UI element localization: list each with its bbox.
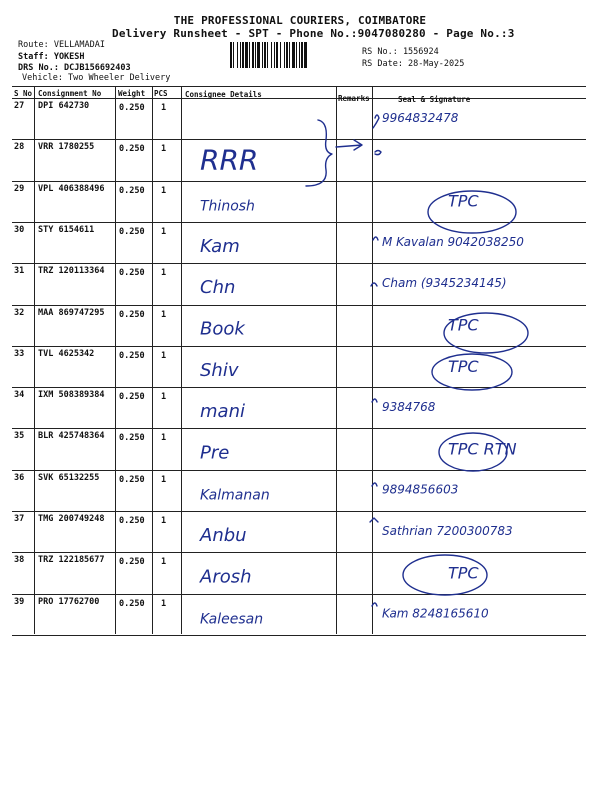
col-header-weight: Weight — [118, 89, 146, 98]
col-header-remarks: Remarks — [338, 94, 370, 103]
row-consignment-no: TRZ 122185677 — [38, 555, 105, 566]
row-consignment-no: TRZ 120113364 — [38, 266, 105, 277]
row-pcs: 1 — [161, 474, 167, 485]
brace-mark — [306, 120, 332, 186]
row-pcs: 1 — [161, 185, 167, 196]
row-sno: 35 — [14, 431, 25, 442]
col-header-sno: S No — [14, 89, 33, 98]
column-divider — [336, 86, 337, 634]
drs-number: DRS No.: DCJB156692403 — [18, 63, 131, 73]
seal-handwriting: TPC — [448, 356, 479, 376]
row-pcs: 1 — [161, 226, 167, 237]
column-divider — [34, 86, 35, 634]
row-consignment-no: PRO 17762700 — [38, 596, 100, 607]
row-pcs: 1 — [161, 103, 167, 113]
row-weight: 0.250 — [119, 474, 145, 485]
staff-label: Staff: YOKESH — [18, 52, 85, 62]
row-weight: 0.250 — [119, 268, 145, 279]
consignee-handwriting: RRR — [200, 143, 259, 177]
column-divider — [181, 86, 182, 634]
row-weight: 0.250 — [119, 226, 145, 237]
row-sno: 30 — [14, 224, 25, 235]
consignee-handwriting: Kalmanan — [200, 487, 270, 504]
consignee-handwriting: Shiv — [200, 359, 239, 381]
seal-handwriting: TPC RTN — [448, 439, 517, 459]
row-consignment-no: SVK 65132255 — [38, 472, 100, 483]
row-sno: 39 — [14, 596, 25, 607]
stamp-circle — [444, 313, 528, 353]
consignee-handwriting: Arosh — [200, 566, 252, 588]
row-pcs: 1 — [161, 516, 167, 526]
seal-handwriting: Kam 8248165610 — [382, 606, 489, 621]
consignee-handwriting: mani — [200, 401, 245, 423]
row-weight: 0.250 — [119, 557, 145, 568]
arrow-mark — [336, 140, 362, 150]
row-divider — [12, 181, 586, 182]
table-top-border — [12, 86, 586, 87]
row-pcs: 1 — [161, 433, 167, 444]
seal-handwriting: TPC — [448, 563, 479, 583]
row-weight: 0.250 — [119, 185, 145, 196]
stamp-circle — [439, 433, 507, 471]
col-header-consignee: Consignee Details — [185, 90, 262, 99]
row-sno: 27 — [14, 101, 25, 111]
row-sno: 36 — [14, 472, 25, 483]
row-consignment-no: BLR 425748364 — [38, 431, 105, 442]
col-header-seal: Seal & Signature — [398, 95, 471, 104]
vehicle-label: Vehicle: Two Wheeler Delivery — [22, 73, 171, 83]
consignee-handwriting: Thinosh — [200, 198, 255, 215]
col-header-consignment: Consignment No — [38, 89, 102, 98]
row-pcs: 1 — [161, 392, 167, 403]
row-divider — [12, 222, 586, 223]
row-pcs: 1 — [161, 350, 167, 361]
row-divider — [12, 552, 586, 553]
stamp-circle — [403, 555, 487, 595]
row-sno: 38 — [14, 555, 25, 566]
row-sno: 37 — [14, 514, 25, 524]
row-divider — [12, 594, 586, 595]
seal-handwriting: 9384768 — [382, 400, 436, 415]
consignee-handwriting: Kaleesan — [200, 611, 264, 628]
seal-handwriting: M Kavalan 9042038250 — [382, 234, 524, 249]
row-divider — [12, 470, 586, 471]
row-sno: 32 — [14, 307, 25, 318]
row-weight: 0.250 — [119, 309, 145, 320]
row-consignment-no: TVL 4625342 — [38, 348, 95, 359]
consignee-handwriting: Chn — [200, 277, 236, 299]
rs-date: RS Date: 28-May-2025 — [362, 59, 465, 69]
column-divider — [372, 86, 373, 634]
document-title: THE PROFESSIONAL COURIERS, COIMBATORE — [173, 14, 427, 27]
row-pcs: 1 — [161, 598, 167, 609]
row-divider — [12, 263, 586, 264]
row-consignment-no: VRR 1780255 — [38, 142, 95, 153]
barcode — [230, 42, 356, 68]
row-sno: 29 — [14, 183, 25, 194]
rs-number: RS No.: 1556924 — [362, 47, 439, 57]
consignee-handwriting: Kam — [200, 235, 240, 257]
row-consignment-no: STY 6154611 — [38, 224, 95, 235]
row-consignment-no: TMG 200749248 — [38, 514, 105, 524]
row-consignment-no: DPI 642730 — [38, 101, 90, 111]
row-pcs: 1 — [161, 309, 167, 320]
row-divider — [12, 635, 586, 636]
row-divider — [12, 387, 586, 388]
row-pcs: 1 — [161, 557, 167, 568]
row-weight: 0.250 — [119, 433, 145, 444]
row-weight: 0.250 — [119, 392, 145, 403]
consignee-handwriting: Anbu — [200, 525, 247, 546]
seal-handwriting: 9964832478 — [382, 111, 459, 125]
row-pcs: 1 — [161, 268, 167, 279]
row-pcs: 1 — [161, 144, 167, 155]
row-consignment-no: VPL 406388496 — [38, 183, 105, 194]
row-weight: 0.250 — [119, 516, 145, 526]
seal-handwriting: TPC — [448, 315, 479, 335]
document-subtitle: Delivery Runsheet - SPT - Phone No.:9047080280 - Page No.:3 — [112, 27, 515, 40]
row-sno: 31 — [14, 266, 25, 277]
row-divider — [12, 511, 586, 512]
row-weight: 0.250 — [119, 598, 145, 609]
column-divider — [115, 86, 116, 634]
row-consignment-no: MAA 869747295 — [38, 307, 105, 318]
row-sno: 28 — [14, 142, 25, 153]
row-weight: 0.250 — [119, 350, 145, 361]
tick-mark — [373, 237, 378, 240]
consignee-handwriting: Pre — [200, 442, 230, 464]
tick-mark — [375, 151, 381, 155]
row-weight: 0.250 — [119, 103, 145, 113]
seal-handwriting: Cham (9345234145) — [382, 276, 507, 291]
seal-handwriting: 9894856603 — [382, 482, 459, 497]
route-label: Route: VELLAMADAI — [18, 40, 105, 50]
row-sno: 33 — [14, 348, 25, 359]
row-sno: 34 — [14, 390, 25, 401]
col-header-pcs: PCS — [154, 89, 168, 98]
seal-handwriting: Sathrian 7200300783 — [382, 524, 513, 538]
tick-mark — [373, 115, 379, 128]
column-divider — [152, 86, 153, 634]
row-divider — [12, 139, 586, 140]
row-weight: 0.250 — [119, 144, 145, 155]
stamp-circle — [428, 191, 516, 233]
consignee-handwriting: Book — [200, 318, 245, 340]
row-divider — [12, 305, 586, 306]
row-consignment-no: IXM 508389384 — [38, 390, 105, 401]
table-header-border — [12, 98, 586, 99]
seal-handwriting: TPC — [448, 191, 479, 211]
row-divider — [12, 346, 586, 347]
row-divider — [12, 428, 586, 429]
stamp-circle — [432, 354, 512, 390]
